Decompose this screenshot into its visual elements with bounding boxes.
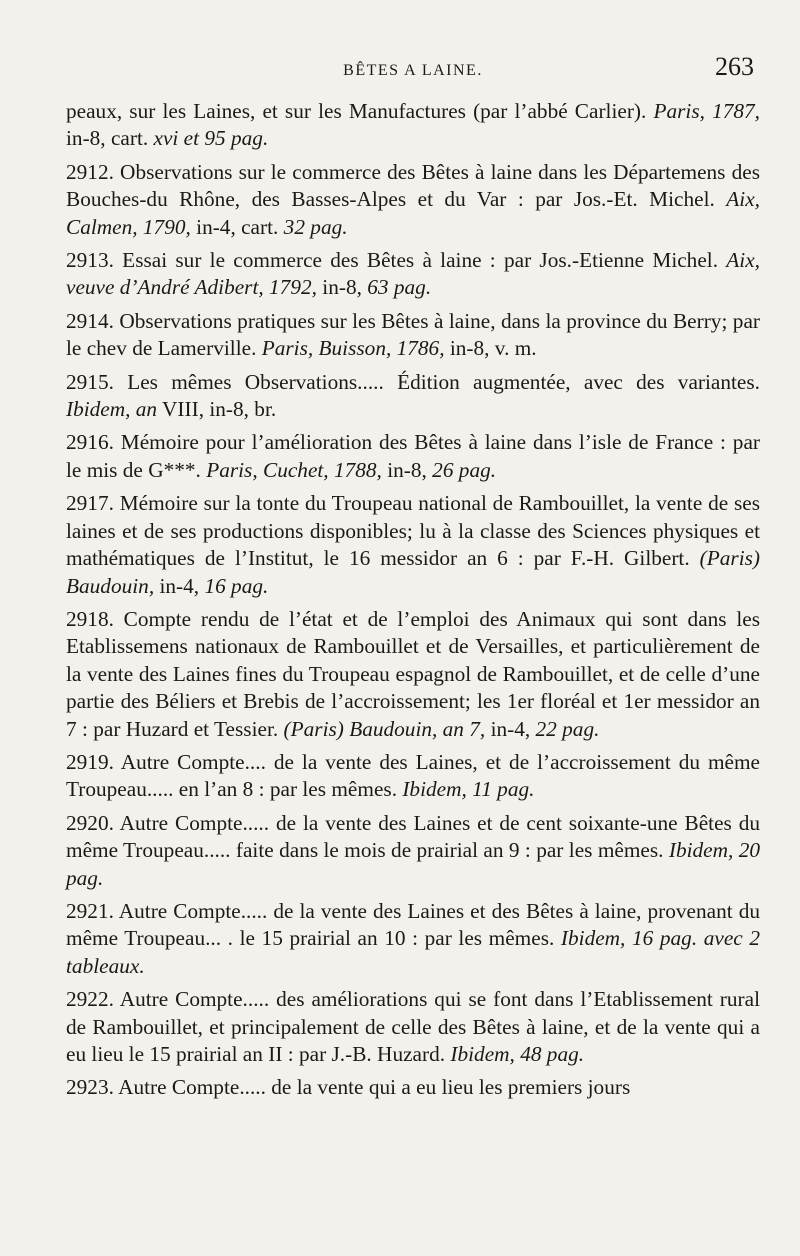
entry-title: Autre Compte..... de la vente des Laines et de cent soixante-une Bêtes du même Troupeau..... faite dans le mois de prairial an 9 : par les mêmes. <box>66 810 760 863</box>
entry-details: in-8, <box>381 457 433 482</box>
entry-title: Observations sur le commerce des Bêtes à laine dans les Départemens des Bouches-du Rhône, des Basses-Alpes et du Var : par Jos.-Et. Michel. <box>66 159 760 212</box>
entry-imprint: (Paris) Baudouin, <box>66 546 760 598</box>
bibliography-entry <box>66 606 760 743</box>
entry-pages: 26 pag. <box>432 457 497 482</box>
entry-imprint: Ibidem, <box>560 926 626 951</box>
bibliography-entry <box>66 1074 760 1101</box>
entry-number: 2915. <box>66 369 114 394</box>
entry-title: Les mêmes Observations..... Édition augmentée, avec des variantes. <box>113 369 760 394</box>
page-header <box>66 52 760 98</box>
entry-title: Autre Compte..... de la vente des Laines et des Bêtes à laine, provenant du même Troupeau... . le 15 prairial an 10 : par les mêmes. <box>66 898 760 951</box>
entry-imprint: (Paris) Baudouin, an 7, <box>283 716 486 741</box>
entry-number: 2912. <box>66 159 114 184</box>
entry-imprint: Aix, veuve d’André Adibert, 1792, <box>66 248 760 300</box>
entry-details: in-8, v. m. <box>444 336 537 361</box>
bibliography-entry <box>66 986 760 1068</box>
entry-number: 2919. <box>66 749 114 774</box>
entry-number: 2914. <box>66 308 114 333</box>
bibliography-list <box>66 98 760 1102</box>
entry-imprint: Paris, Cuchet, 1788, <box>206 457 382 482</box>
entry-number: 2916. <box>66 430 114 455</box>
entry-pages: 20 pag. <box>66 838 761 890</box>
entry-number: 2917. <box>66 491 114 516</box>
bibliography-entry <box>66 369 760 424</box>
entry-imprint: Ibidem, <box>402 777 467 802</box>
entry-details <box>625 926 632 950</box>
bibliography-entry <box>66 247 760 302</box>
bibliography-entry <box>66 749 760 804</box>
entry-number: 2918. <box>66 606 114 631</box>
entry-imprint: Ibidem, <box>668 838 734 863</box>
entry-pages: xvi et 95 pag. <box>153 126 269 151</box>
entry-number: 2921. <box>66 898 114 923</box>
entry-imprint: Paris, Buisson, 1786, <box>261 336 445 361</box>
entry-imprint: Aix, Calmen, 1790, <box>66 187 760 239</box>
entry-number: 2922. <box>66 987 114 1012</box>
entry-number: 2923. <box>66 1075 114 1100</box>
bibliography-entry-continued <box>66 98 760 153</box>
entry-details: in-8, cart. <box>66 126 154 151</box>
entry-details: in-4, <box>154 573 205 598</box>
entry-pages: 48 pag. <box>520 1042 585 1066</box>
entry-pages: 11 pag. <box>472 777 535 802</box>
entry-title: Compte rendu de l’état et de l’emploi des Animaux qui sont dans les Etablissemens nationaux de Rambouillet et de Versailles, et particulièrement de la vente des Laines fines du Troupeau espagnol de Rambouillet, et de celle d’une partie des Béliers et Brebis de l’accroissement; les 1er floréal et 1er messidor an 7 : par Huzard et Tessier. <box>66 606 760 741</box>
entry-pages: 16 pag. <box>204 573 269 598</box>
entry-pages: 16 pag. avec 2 tableaux. <box>66 926 760 978</box>
entry-imprint: Ibidem, <box>450 1042 515 1066</box>
entry-number: 2913. <box>66 248 114 273</box>
entry-title: Essai sur le commerce des Bêtes à laine : par Jos.-Etienne Michel. <box>113 248 727 273</box>
running-title: BÊTES A LAINE. <box>343 62 483 79</box>
page-number: 263 <box>715 52 754 81</box>
entry-imprint: Paris, 1787, <box>653 99 760 123</box>
bibliography-entry <box>66 490 760 600</box>
entry-title: Mémoire sur la tonte du Troupeau national de Rambouillet, la vente de ses laines et de ses productions disponibles; lu à la classe des Sciences physiques et mathématiques de l’Institut, le 16 messidor an 6 : par F.-H. Gilbert. <box>66 491 760 571</box>
entry-title: Autre Compte.... de la vente des Laines, et de l’accroissement du même Troupeau..... en l’an 8 : par les mêmes. <box>66 749 760 802</box>
entry-details: in-4, <box>485 716 536 741</box>
entry-pages: 63 pag. <box>367 275 432 300</box>
entry-pages: 22 pag. <box>535 716 600 741</box>
bibliography-entry <box>66 429 760 484</box>
bibliography-entry <box>66 308 760 363</box>
entry-number: 2920. <box>66 810 114 835</box>
entry-details: VIII, in-8, br. <box>157 397 277 422</box>
entry-title: Mémoire pour l’amélioration des Bêtes à laine dans l’isle de France : par le mis de G***. <box>66 430 760 482</box>
entry-pages: 32 pag. <box>283 214 348 239</box>
entry-details: in-4, cart. <box>190 214 284 239</box>
entry-title: peaux, sur les Laines, et sur les Manufactures (par l’abbé Carlier). <box>66 99 654 123</box>
bibliography-entry <box>66 159 760 241</box>
entry-imprint: Ibidem, an <box>66 397 158 422</box>
bibliography-entry <box>66 898 760 980</box>
entry-title: Autre Compte..... de la vente qui a eu lieu les premiers jours <box>113 1075 631 1100</box>
entry-details: in-8, <box>316 275 368 300</box>
bibliography-entry <box>66 810 760 892</box>
entry-title: Autre Compte..... des améliorations qui se font dans l’Etablissement rural de Rambouillet, et principalement de celle des Bêtes à laine, et de la vente qui a eu lieu le 15 prairial an II : par J.-B. Huzard. <box>66 987 760 1066</box>
entry-title: Observations pratiques sur les Bêtes à laine, dans la province du Berry; par le chev de Lamerville. <box>66 308 760 361</box>
